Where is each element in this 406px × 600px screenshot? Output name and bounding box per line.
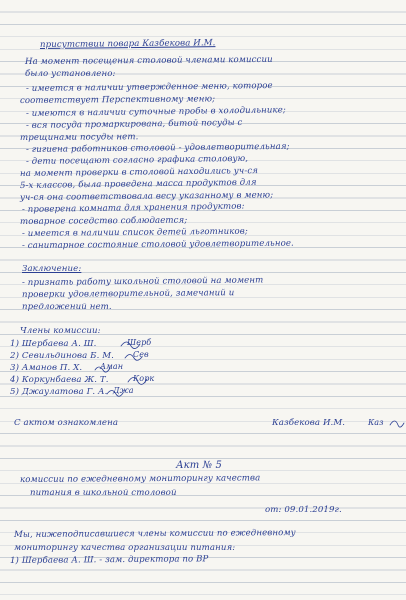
finding-line: трещинами посуды нет. [19,132,139,143]
finding-line: - санитарное состояние столовой удовлетворительное. [21,238,294,251]
member-signature: Джа [113,386,134,395]
act-title: Акт № 5 [176,460,222,471]
conclusion-line: проверки удовлетворительной, замечаний и [21,288,235,300]
finding-line: товарное соседство соблюдается; [19,215,188,227]
finding-line: - имеются в наличии суточные пробы в холодильнике; [25,105,286,119]
ack-left: С актом ознакомлена [14,418,119,428]
finding-line: - вся посуда промаркирована, битой посуды с [25,117,243,131]
act-member-line: 1) Шербаева А. Ш. - зам. директора по ВР [9,554,209,566]
finding-line: - дети посещают согласно графика столовую, [25,153,249,167]
member-signature: Аман [100,362,124,371]
finding-line: - проверена комната для хранения продуктов: [21,201,245,215]
act-subtitle-line: питания в школьной столовой [30,488,177,498]
finding-line: соответствует Перспективному меню; [19,94,216,106]
member-line: 1) Шербаева А. Ш. [10,339,97,349]
member-signature: Сев [133,350,149,359]
finding-line: 5-х классов, была проведена масса продуктов для [19,177,257,191]
member-signature: Шерб [127,338,152,347]
act-date: от: 09.01.2019г. [265,505,342,515]
act-intro-line: мониторингу качества организации питания: [14,543,236,553]
member-line: 3) Аманов П. Х. [10,363,83,373]
ack-right: Казбекова И.М. [272,418,346,428]
conclusion-line: - признать работу школьной столовой на момент [21,275,264,288]
member-line: 5) Джаулатова Г. А. [10,387,108,397]
members-title: Члены комиссии: [20,326,101,336]
finding-line: уч-ся она соответствовала весу указанному в меню; [19,190,274,203]
member-line: 4) Коркунбаева Ж. Т. [10,375,109,385]
finding-line: - гигиена работников столовой - удовлетворительная; [25,141,290,155]
finding-line: - имеется в наличии утвержденное меню, которое [25,80,273,94]
finding-line: - имеется в наличии список детей льготников; [21,226,248,239]
conclusion-line: предложений нет. [22,302,112,312]
conclusion-title: Заключение: [22,264,82,274]
member-signature: Корк [133,374,155,383]
finding-line: на момент проверки в столовой находились уч-ся [19,166,259,179]
act-intro-line: Мы, нижеподписавшиеся члены комиссии по ежедневному [13,528,296,540]
member-line: 2) Севильдинова Б. М. [10,351,114,361]
ack-signature: Каз [368,418,384,427]
header-line: присутствии повара Казбекова И.М. [39,38,216,50]
intro-line-1: На момент посещения столовой членами комиссии [24,54,273,67]
intro-line-2: было установлено: [25,69,116,79]
act-subtitle-line: комиссии по ежедневному мониторингу качества [19,473,261,485]
